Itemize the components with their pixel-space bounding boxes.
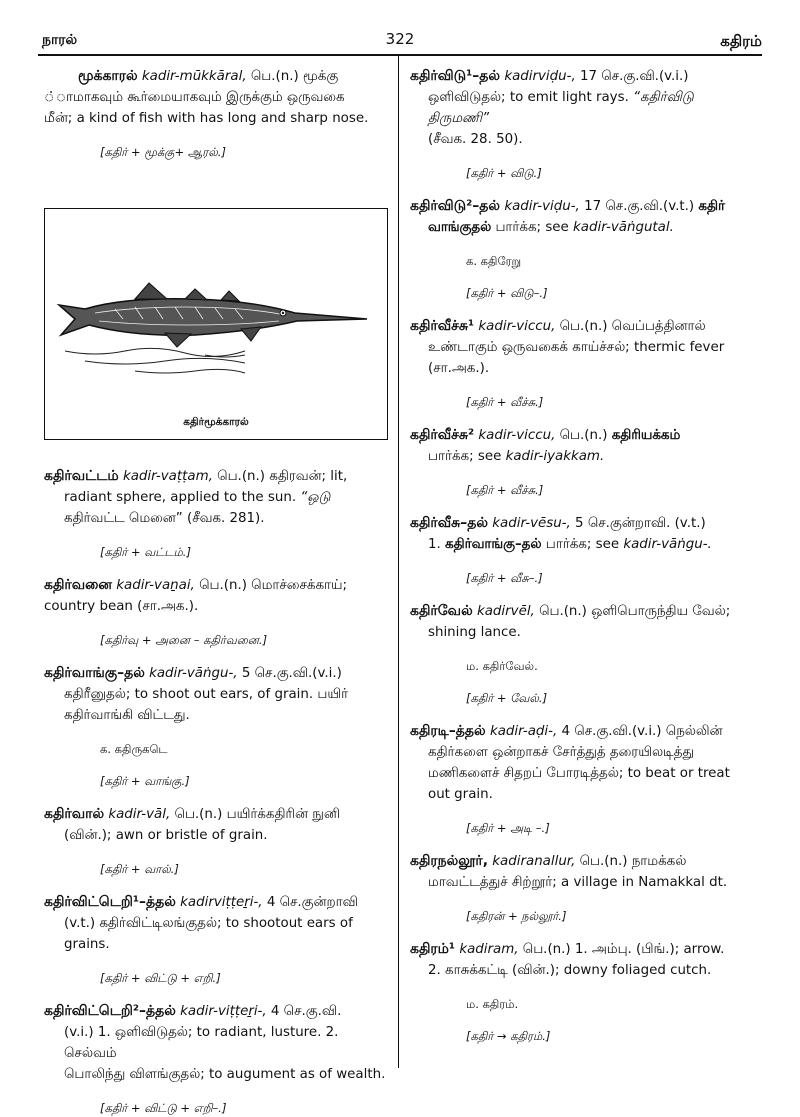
etymology: [கதிர் + வால்.]	[100, 862, 179, 876]
right-column	[410, 66, 755, 1045]
entry-crossref-translit: kadir-iyakkam.	[505, 449, 605, 464]
entry-line	[410, 87, 755, 129]
entry-line	[44, 466, 389, 487]
column-divider	[398, 56, 399, 1068]
entry-headword: கதிர்வட்டம்	[44, 468, 119, 484]
cognate: ம. கதிரம்.	[466, 997, 519, 1011]
entry-line: கதிர்வட்ட மெனை” (சீவக. 281).	[64, 511, 265, 526]
entry-line	[44, 487, 389, 508]
entry-transliteration: kadir-vēsu-,	[492, 516, 571, 531]
entry-line	[410, 513, 755, 534]
entry-text: பார்க்க; see	[495, 220, 569, 235]
entry-headword: கதிர்வீச்சு¹	[410, 318, 475, 334]
entry-line: (சீவக. 28. 50).	[428, 132, 523, 147]
entry-text: பெ.(n.) பயிர்க்கதிரின் நுனி	[174, 807, 340, 822]
entry-transliteration: kadirviḍu-,	[504, 69, 576, 84]
etymology: [கதிர் + விட்டு + எறி.]	[100, 971, 221, 985]
entry-text: பெ.(n.) கதிரவன்; lit,	[217, 469, 348, 484]
entry-text: ஒளிவிடுதல்; to emit light rays.	[428, 90, 629, 105]
entry-quote: “ஒடு	[300, 490, 331, 505]
entry-text: பெ.(n.) மூக்கு	[250, 69, 339, 84]
entry-crossref: கதிர்	[698, 199, 725, 214]
entry-headword: கதிர்விடு²–தல்	[410, 198, 501, 214]
entry-text: 17 செ.கு.வி.(v.i.)	[579, 69, 689, 84]
entry-line: country bean (சா.அக.).	[44, 599, 199, 614]
cognate: க. கதிருகடெ	[100, 742, 168, 756]
entry-line	[410, 851, 755, 872]
entry-crossref: கதிர்வாங்கு–தல்	[445, 537, 542, 552]
entry-crossref: கதிரியக்கம்	[611, 428, 681, 443]
page-number: 322	[385, 30, 415, 48]
entry-headword: கதிர்வால்	[44, 806, 105, 822]
entry-transliteration: kadir-vāṅgu-,	[149, 666, 238, 681]
cognate: க. கதிரேறு	[466, 254, 522, 268]
entry-line	[410, 66, 755, 87]
etymology: [கதிர் + விட்டு + எறி–.]	[100, 1101, 227, 1115]
etymology: [கதிர் + வாங்கு.]	[100, 774, 190, 788]
entry-line: கதிர்வாங்கி விட்டது.	[64, 708, 190, 723]
etymology: [கதிர் + வீச்சு.]	[466, 395, 544, 409]
entry-headword: கதிரடி–த்தல்	[410, 723, 486, 739]
entry-text: 1.	[428, 537, 441, 552]
entry-line	[44, 1001, 389, 1022]
entry-text: பெ.(n.) மொச்சைக்காய்;	[199, 578, 347, 593]
entry-line: பொலிந்து விளங்குதல்; to augument as of wealth.	[64, 1067, 386, 1082]
entry-transliteration: kadir-vāl,	[108, 807, 171, 822]
entry-text: பெ.(n.) நாமக்கல்	[579, 854, 687, 869]
entry-text: பெ.(n.) 1. அம்பு. (பிங்.); arrow.	[522, 942, 725, 957]
entry-line: மாவட்டத்துச் சிற்றூர்; a village in Namakkal dt.	[428, 875, 728, 890]
entry-line	[410, 217, 755, 238]
entry-line: கதிரீனுதல்; to shoot out ears, of grain. பயிர்	[64, 687, 349, 702]
entry-line: out grain.	[428, 787, 493, 802]
entry-headword: மூக்காரல்	[78, 68, 138, 84]
entry-line: grains.	[64, 937, 110, 952]
entry-headword: கதிர்விடு¹–தல்	[410, 68, 501, 84]
entry-line	[410, 534, 755, 555]
entry-line	[410, 196, 755, 217]
etymology: [கதிர் → கதிரம்.]	[466, 1029, 551, 1043]
entry-line	[44, 575, 389, 596]
entry-text: 4 செ.குன்றாவி	[266, 895, 358, 910]
fish-illustration	[44, 208, 388, 440]
entry-line: மணிகளைச் சிதறப் போரடித்தல்; to beat or treat	[428, 766, 730, 781]
left-column-lower	[44, 466, 389, 1117]
entry-line	[410, 425, 755, 446]
entry-transliteration: kadir-aḍi-,	[489, 724, 558, 739]
entry-line: ்ாமாகவும் கூர்மையாகவும் இருக்கும் ஒருவகை	[44, 90, 345, 105]
entry-headword: கதிர்வாங்கு–தல்	[44, 665, 145, 681]
entry-crossref: வாங்குதல்	[428, 220, 492, 235]
entry-headword: கதிரநல்லூர்,	[410, 853, 489, 869]
entry-line	[410, 721, 755, 742]
entry-text: பெ.(n.)	[559, 428, 608, 443]
entry-headword: கதிர்விட்டெறி¹–த்தல்	[44, 894, 176, 910]
etymology: [கதிர்வு + அனை – கதிர்வனை.]	[100, 633, 268, 647]
etymology: [கதிர் + அடி –.]	[466, 821, 550, 835]
entry-line: (v.i.) 1. ஒளிவிடுதல்; to radiant, lusture. 2. செல்வம்	[64, 1025, 339, 1061]
entry-crossref-translit: kadir-vāṅgu-.	[623, 537, 712, 552]
entry-transliteration: kadir-mūkkāral,	[141, 69, 247, 84]
header-rule	[38, 54, 762, 56]
entry-headword: கதிர்வனை	[44, 577, 112, 593]
entry-crossref-translit: kadir-vāṅgutal.	[573, 220, 674, 235]
entry-text: 5 செ.குன்றாவி. (v.t.)	[575, 516, 706, 531]
entry-line	[410, 446, 755, 467]
entry-transliteration: kadirvēl,	[476, 604, 535, 619]
entry-headword: கதிரம்¹	[410, 941, 456, 957]
entry-text: 17 செ.கு.வி.(v.t.)	[584, 199, 695, 214]
entry-line	[410, 601, 755, 622]
entry-text: 4 செ.கு.வி.(v.i.) நெல்லின்	[561, 724, 723, 739]
entry-line: (சா.அக.).	[428, 361, 490, 376]
entry-transliteration: kadir-viḍu-,	[504, 199, 580, 214]
header-left-guideword: நாரல்	[42, 32, 78, 48]
entry-transliteration: kadiranallur,	[492, 854, 576, 869]
entry-line: shining lance.	[428, 625, 521, 640]
entry-line	[410, 939, 755, 960]
entry-text: பார்க்க; see	[428, 449, 502, 464]
entry-headword: கதிர்வேல்	[410, 603, 473, 619]
entry-line: கதிர்களை ஒன்றாகச் சேர்த்துத் தரையிலடித்து	[428, 745, 695, 760]
entry-quote: “கதிர்விடு திருமணி”	[428, 90, 694, 126]
entry-transliteration: kadir-vaṭṭam,	[122, 469, 213, 484]
entry-line	[44, 663, 389, 684]
etymology: [கதிரன் + நல்லூர்.]	[466, 909, 567, 923]
entry-transliteration: kadir-viccu,	[478, 319, 556, 334]
entry-text: 4 செ.கு.வி.	[270, 1004, 342, 1019]
etymology: [கதிர் + வீச்சு.]	[466, 483, 544, 497]
figure-caption: கதிர்மூக்காரல்	[183, 416, 249, 428]
etymology: [கதிர் + வேல்.]	[466, 691, 548, 705]
entry-text: பார்க்க; see	[545, 537, 620, 552]
left-column	[44, 66, 389, 161]
entry-line	[44, 892, 389, 913]
fish-drawing	[45, 209, 387, 439]
entry-text: 5 செ.கு.வி.(v.i.)	[241, 666, 342, 681]
entry-transliteration: kadir-viccu,	[478, 428, 556, 443]
etymology: [கதிர் + விடு–.]	[466, 286, 548, 300]
entry-transliteration: kadirviṭṭeṟi-,	[180, 895, 263, 910]
cognate: ம. கதிர்வேல்.	[466, 659, 538, 673]
entry-headword: கதிர்விட்டெறி²–த்தல்	[44, 1003, 176, 1019]
entry-transliteration: kadiram,	[459, 942, 519, 957]
entry-line	[44, 66, 389, 87]
entry-line: 2. காசுக்கட்டி (வின்.); downy foliaged cutch.	[428, 963, 712, 978]
entry-transliteration: kadir-vaṉai,	[116, 578, 195, 593]
entry-text: radiant sphere, applied to the sun.	[64, 490, 297, 505]
etymology: [கதிர் + விடு.]	[466, 166, 542, 180]
page-header	[30, 22, 770, 52]
entry-line	[410, 316, 755, 337]
entry-line: (v.t.) கதிர்விட்டிலங்குதல்; to shootout ears of	[64, 916, 353, 931]
etymology: [கதிர் + வட்டம்.]	[100, 545, 191, 559]
entry-line: உண்டாகும் ஒருவகைக் காய்ச்சல்; thermic fever	[428, 340, 725, 355]
entry-headword: கதிர்வீச்சு²	[410, 427, 475, 443]
entry-text: பெ.(n.) ஒளிபொருந்திய வேல்;	[539, 604, 731, 619]
header-right-guideword: கதிரம்	[720, 32, 762, 50]
entry-transliteration: kadir-viṭṭeṟi-,	[180, 1004, 267, 1019]
etymology: [கதிர் + வீசு–.]	[466, 571, 543, 585]
entry-line	[44, 804, 389, 825]
entry-line: (வின்.); awn or bristle of grain.	[64, 828, 268, 843]
entry-headword: கதிர்வீசு–தல்	[410, 515, 489, 531]
entry-line: மீன்; a kind of fish with has long and sharp nose.	[44, 111, 369, 126]
etymology: [கதிர் + மூக்கு+ ஆரல்.]	[100, 145, 226, 159]
entry-text: பெ.(n.) வெப்பத்தினால்	[559, 319, 706, 334]
